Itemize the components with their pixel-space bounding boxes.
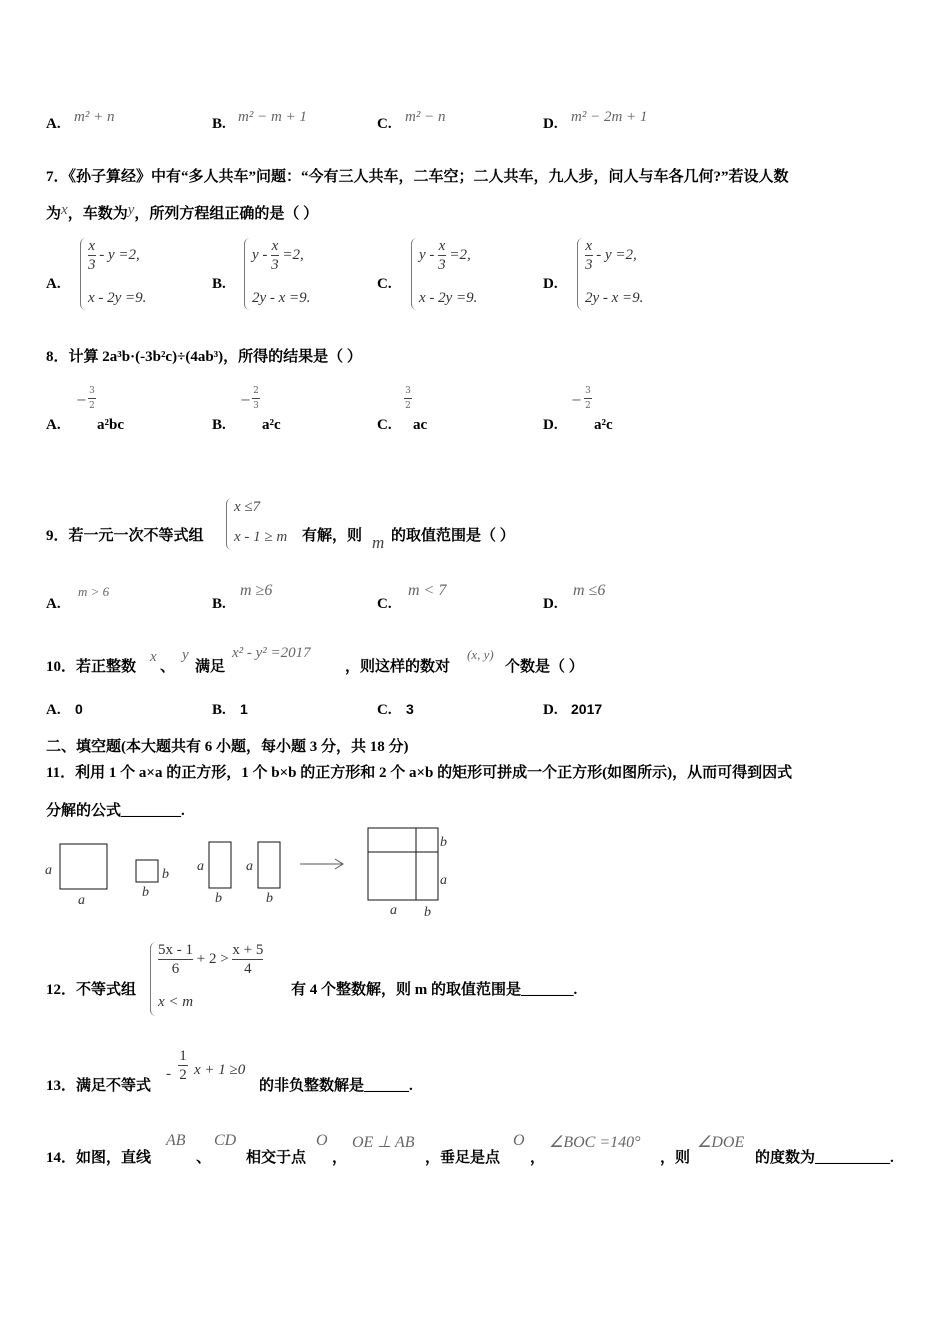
section-title: 二、填空题(本大题共有 6 小题，每小题 3 分，共 18 分) [46, 739, 409, 755]
fig-label-b5: b [440, 835, 447, 850]
q8-option-a-label: A. [46, 417, 61, 433]
q8-stem: 8．计算 2a³b·(-3b²c)÷(4ab³)，所得的结果是（ ） [46, 349, 362, 365]
q11-figure [40, 822, 460, 922]
fig-label-b1: b [162, 867, 169, 882]
fig-label-a5: a [440, 873, 447, 888]
q11-stem-line2: 分解的公式________. [46, 803, 185, 819]
q7-stem-line1: 7．《孙子算经》中有“多人共车”问题：“今有三人共车，二车空；二人共车，九人步，问人与车各几何?”若设人数 [46, 169, 789, 185]
q10-option-c-label: C. [377, 702, 392, 718]
q10-stem: 10．若正整数 x 、 y 满足 x² - y² =2017 ，则这样的数对 (x, y) 个数是（ ） [46, 645, 584, 675]
q12-stem: 12．不等式组 $\frac{5x - 1}{6}$ + 2 > $\frac{x + 5}{4}$ x < m 有 4 个整数解，则 m 的取值范围是_______. [0, 940, 950, 1020]
q8-option-c-label: C. [377, 417, 392, 433]
q8-option-d-label: D. [543, 417, 558, 433]
q6-options [0, 108, 950, 138]
fig-label-a4: a [246, 859, 253, 874]
q7-options: A. $\frac{x}{3}$ - y =2, x - 2y =9. B. y - $\frac{x}{3}$ =2, 2y - x =9. C. y - $\frac{x}{3}$ =2, x - 2y =9. D. $\frac{x}{3}$ - y =2, 2y - x =9. [0, 236, 950, 316]
q9-option-c-label: C. [377, 596, 392, 612]
q9-option-b-label: B. [212, 596, 226, 612]
q9-option-d-label: D. [543, 596, 558, 612]
fig-label-b2: b [142, 885, 149, 900]
q6-option-a-label: A. [46, 116, 61, 132]
q7-option-b-label: B. [212, 276, 226, 292]
q9-option-a-label: A. [46, 596, 61, 612]
q9-stem: 9．若一元一次不等式组 x ≤7 x - 1 ≥ m 有解，则 m 的取值范围是（ ） [46, 499, 515, 552]
q10-option-d-label: D. [543, 702, 558, 718]
q6-option-b-label: B. [212, 116, 226, 132]
fig-label-a2: a [78, 893, 85, 908]
q9-options: A. m > 6 B. m ≥6 C. m < 7 D. m ≤6 [46, 582, 606, 612]
q14-stem: 14．如图，直线 AB 、 CD 相交于点 O ， OE ⊥ AB ，垂足是点 O ， ∠BOC =140° ，则 ∠DOE 的度数为__________. [46, 1132, 894, 1166]
fig-label-a1: a [45, 863, 52, 878]
q7-option-d-label: D. [543, 276, 558, 292]
q10-option-b-label: B. [212, 702, 226, 718]
q6-option-c-expr: m² − n [405, 109, 446, 125]
fig-label-a3: a [197, 859, 204, 874]
q7-option-c-label: C. [377, 276, 392, 292]
q6-option-a-expr: m² + n [74, 109, 115, 125]
q6-option-b-expr: m² − m + 1 [238, 109, 307, 125]
q10-options: A. 0 B. 1 C. 3 D. 2017 [46, 701, 603, 718]
q10-option-a-label: A. [46, 702, 61, 718]
q8-options: A. − 3 2 a²bc B. − 2 3 a²c C. 3 2 ac D. − 3 2 a²c [46, 386, 613, 433]
q7-stem-line2: 为x，车数为y，所列方程组正确的是（ ） [46, 202, 319, 222]
q11-stem-line1: 11．利用 1 个 a×a 的正方形，1 个 b×b 的正方形和 2 个 a×b 的矩形可拼成一个正方形(如图所示)，从而可得到因式 [46, 765, 793, 781]
q6-option-d-expr: m² − 2m + 1 [571, 109, 648, 125]
q13-stem: 13．满足不等式 - 1 2 x + 1 ≥0 的非负整数解是______. [46, 1048, 413, 1094]
q6-option-d-label: D. [543, 116, 558, 132]
fig-label-a6: a [390, 903, 397, 918]
fig-label-b4: b [266, 891, 273, 906]
q6-option-c-label: C. [377, 116, 392, 132]
q8-option-b-label: B. [212, 417, 226, 433]
fig-label-b6: b [424, 905, 431, 920]
fig-label-b3: b [215, 891, 222, 906]
q7-option-a-label: A. [46, 276, 61, 292]
